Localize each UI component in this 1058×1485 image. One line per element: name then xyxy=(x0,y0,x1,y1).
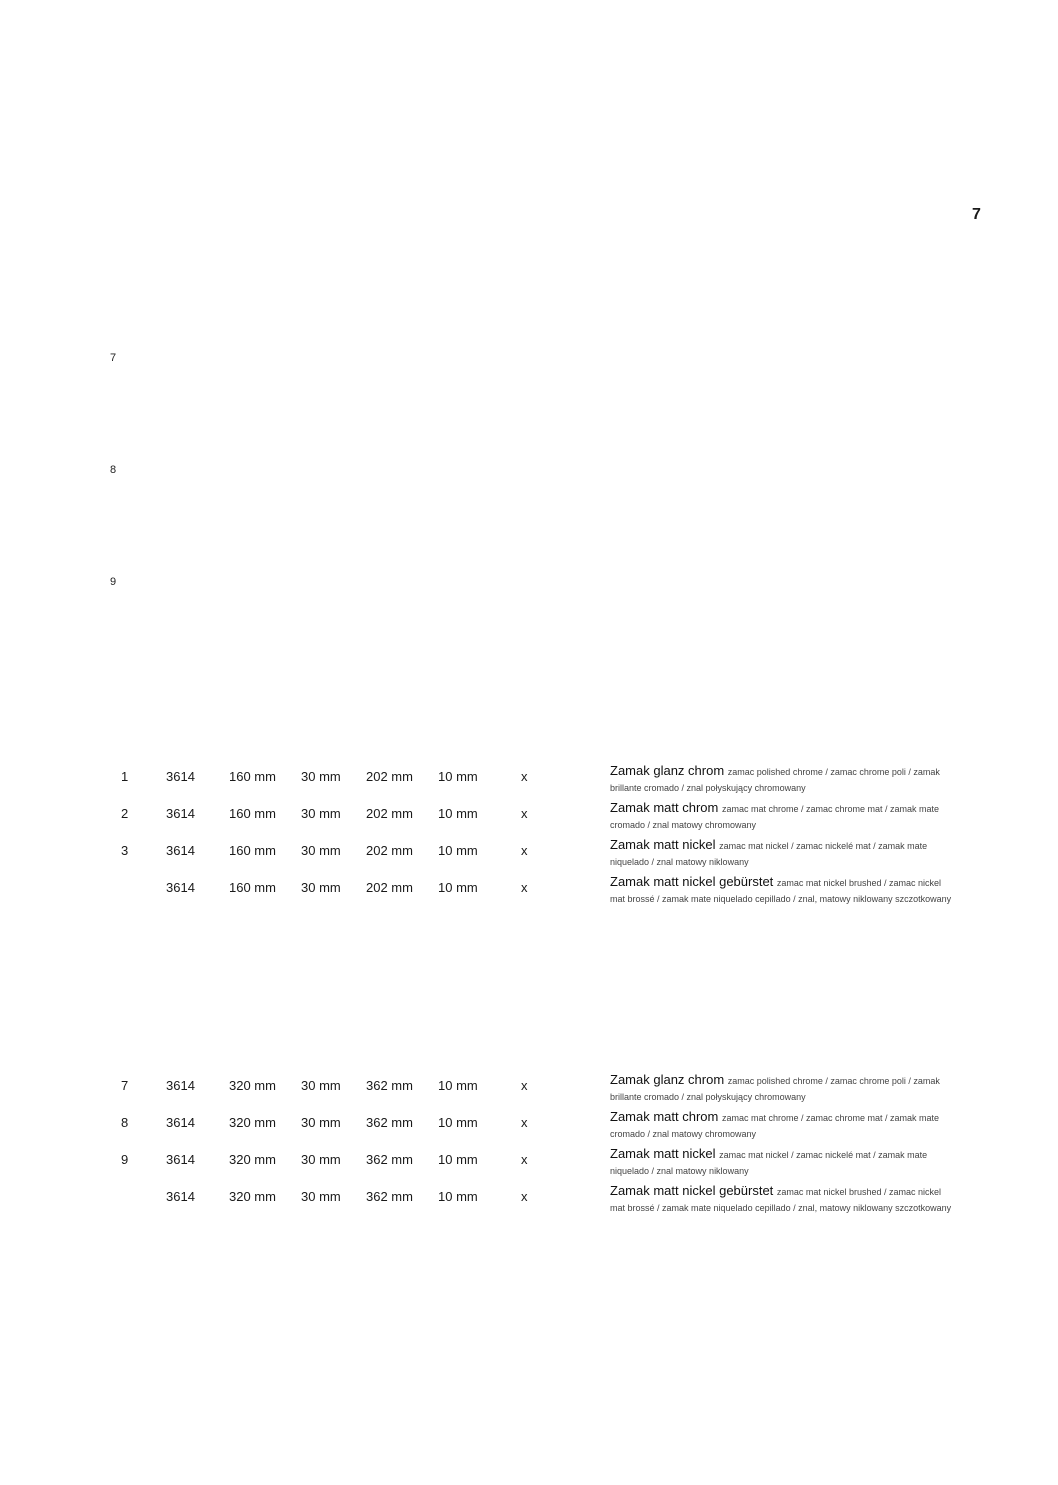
finish-translations: zamac mat nickel brushed / zamac nickel mat brossé / zamak mate niquelado cepillado / znal, matowy niklowany szczotkowany xyxy=(610,878,952,904)
availability-mark: x xyxy=(521,1189,528,1204)
total-length-value: 362 mm xyxy=(366,1189,413,1204)
availability-mark: x xyxy=(521,1078,528,1093)
finish-translations: zamac polished chrome / zamac chrome poli / zamak brillante cromado / znal połyskujący chromowany xyxy=(610,767,940,793)
length-value: 320 mm xyxy=(229,1115,276,1130)
height-value: 30 mm xyxy=(301,769,341,784)
total-length-value: 202 mm xyxy=(366,843,413,858)
total-length-value: 202 mm xyxy=(366,806,413,821)
finish-translations: zamac mat chrome / zamac chrome mat / zamak mate cromado / znal matowy chromowany xyxy=(610,1113,940,1139)
finish-description xyxy=(610,837,955,869)
width-value: 10 mm xyxy=(438,1115,478,1130)
product-table-160 xyxy=(0,763,1058,917)
height-value: 30 mm xyxy=(301,1078,341,1093)
finish-name: Zamak glanz chrom xyxy=(610,763,725,778)
finish-description xyxy=(610,1183,955,1215)
length-value: 160 mm xyxy=(229,769,276,784)
finish-name: Zamak matt nickel gebürstet xyxy=(610,874,774,889)
finish-name: Zamak matt nickel xyxy=(610,837,716,852)
height-value: 30 mm xyxy=(301,806,341,821)
finish-description xyxy=(610,1072,955,1104)
availability-mark: x xyxy=(521,880,528,895)
article-number: 3614 xyxy=(166,806,195,821)
length-value: 160 mm xyxy=(229,880,276,895)
article-number: 3614 xyxy=(166,843,195,858)
table-row xyxy=(0,1183,1058,1226)
width-value: 10 mm xyxy=(438,806,478,821)
finish-translations: zamac mat nickel brushed / zamac nickel mat brossé / zamak mate niquelado cepillado / znal, matowy niklowany szczotkowany xyxy=(610,1187,952,1213)
length-value: 160 mm xyxy=(229,843,276,858)
row-index: 7 xyxy=(121,1078,129,1093)
finish-translations: zamac mat chrome / zamac chrome mat / zamak mate cromado / znal matowy chromowany xyxy=(610,804,940,830)
availability-mark: x xyxy=(521,843,528,858)
article-number: 3614 xyxy=(166,1078,195,1093)
width-value: 10 mm xyxy=(438,1078,478,1093)
finish-translations: zamac polished chrome / zamac chrome poli / zamak brillante cromado / znal połyskujący chromowany xyxy=(610,1076,940,1102)
product-table-320 xyxy=(0,1072,1058,1226)
width-value: 10 mm xyxy=(438,843,478,858)
table-row xyxy=(0,874,1058,917)
finish-description xyxy=(610,1109,955,1141)
availability-mark: x xyxy=(521,1152,528,1167)
variant-label-7: 7 xyxy=(110,352,117,364)
availability-mark: x xyxy=(521,1115,528,1130)
height-value: 30 mm xyxy=(301,1189,341,1204)
width-value: 10 mm xyxy=(438,769,478,784)
article-number: 3614 xyxy=(166,769,195,784)
row-index: 2 xyxy=(121,806,129,821)
height-value: 30 mm xyxy=(301,1115,341,1130)
height-value: 30 mm xyxy=(301,843,341,858)
row-index: 8 xyxy=(121,1115,129,1130)
total-length-value: 362 mm xyxy=(366,1078,413,1093)
finish-name: Zamak matt nickel gebürstet xyxy=(610,1183,774,1198)
variant-label-8: 8 xyxy=(110,464,117,476)
total-length-value: 202 mm xyxy=(366,769,413,784)
width-value: 10 mm xyxy=(438,1152,478,1167)
article-number: 3614 xyxy=(166,880,195,895)
availability-mark: x xyxy=(521,769,528,784)
finish-name: Zamak matt nickel xyxy=(610,1146,716,1161)
total-length-value: 362 mm xyxy=(366,1115,413,1130)
row-index: 3 xyxy=(121,843,129,858)
length-value: 320 mm xyxy=(229,1189,276,1204)
finish-description xyxy=(610,800,955,832)
row-index: 9 xyxy=(121,1152,129,1167)
total-length-value: 362 mm xyxy=(366,1152,413,1167)
article-number: 3614 xyxy=(166,1115,195,1130)
finish-name: Zamak matt chrom xyxy=(610,1109,719,1124)
variant-label-9: 9 xyxy=(110,576,117,588)
article-number: 3614 xyxy=(166,1189,195,1204)
width-value: 10 mm xyxy=(438,880,478,895)
finish-translations: zamac mat nickel / zamac nickelé mat / zamak mate niquelado / znal matowy niklowany xyxy=(610,1150,928,1176)
availability-mark: x xyxy=(521,806,528,821)
page-number: 7 xyxy=(972,206,981,223)
total-length-value: 202 mm xyxy=(366,880,413,895)
row-index: 1 xyxy=(121,769,129,784)
length-value: 320 mm xyxy=(229,1152,276,1167)
height-value: 30 mm xyxy=(301,1152,341,1167)
length-value: 160 mm xyxy=(229,806,276,821)
finish-description xyxy=(610,874,955,906)
finish-description xyxy=(610,1146,955,1178)
width-value: 10 mm xyxy=(438,1189,478,1204)
article-number: 3614 xyxy=(166,1152,195,1167)
length-value: 320 mm xyxy=(229,1078,276,1093)
finish-name: Zamak matt chrom xyxy=(610,800,719,815)
finish-description xyxy=(610,763,955,795)
finish-translations: zamac mat nickel / zamac nickelé mat / zamak mate niquelado / znal matowy niklowany xyxy=(610,841,928,867)
finish-name: Zamak glanz chrom xyxy=(610,1072,725,1087)
height-value: 30 mm xyxy=(301,880,341,895)
